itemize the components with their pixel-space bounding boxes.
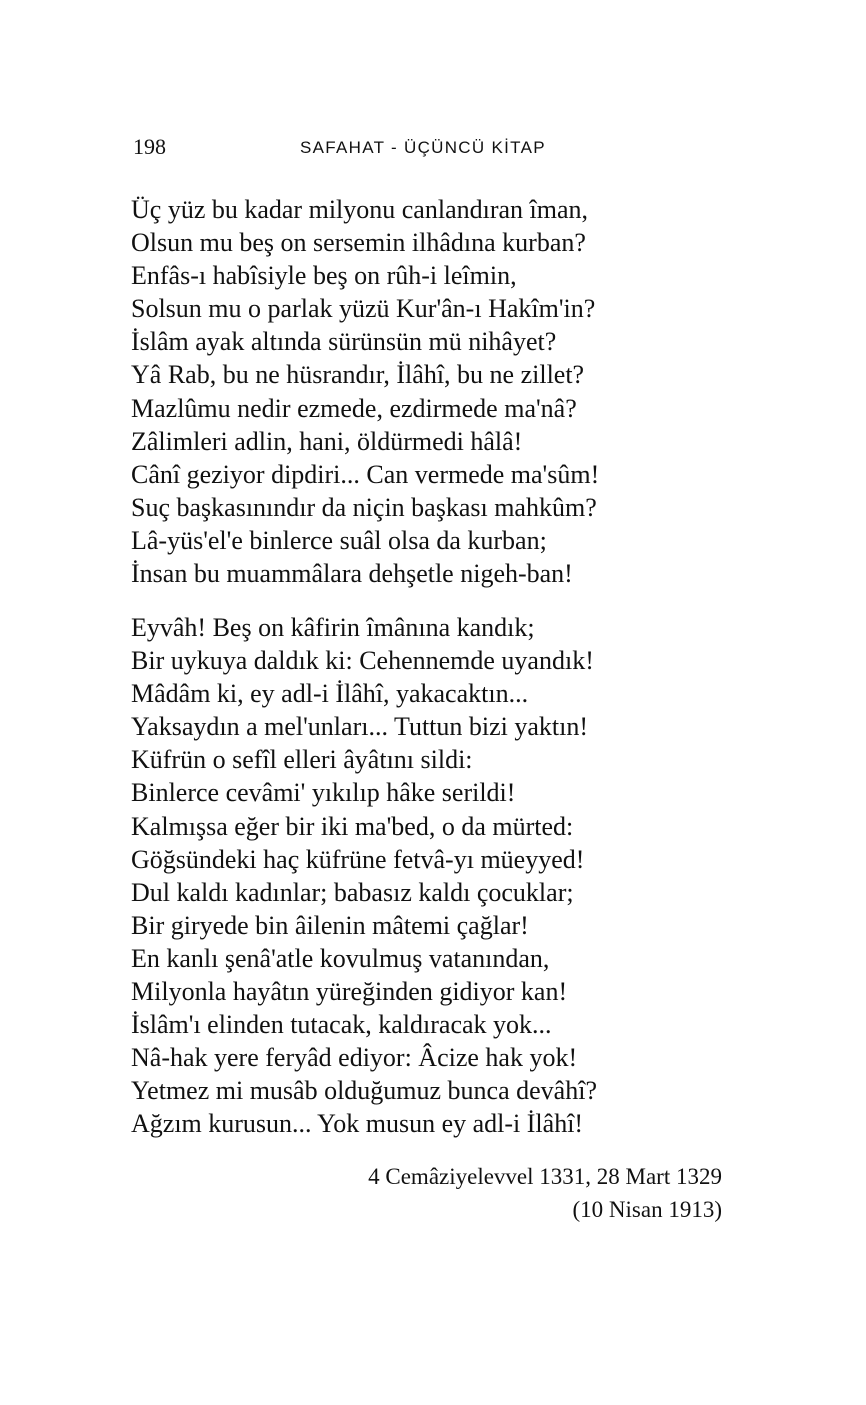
verse-line: Mazlûmu nedir ezmede, ezdirmede ma'nâ? bbox=[131, 393, 577, 423]
verse-line: Milyonla hayâtın yüreğinden gidiyor kan! bbox=[131, 977, 568, 1007]
verse-line: Bir giryede bin âilenin mâtemi çağlar! bbox=[131, 910, 529, 940]
verse-line: Cânî geziyor dipdiri... Can vermede ma'sûm! bbox=[131, 459, 600, 489]
verse-line: Yaksaydın a mel'unları... Tuttun bizi yaktın! bbox=[131, 712, 589, 742]
verse-line: Kalmışsa eğer bir iki ma'bed, o da mürted: bbox=[131, 811, 574, 841]
verse-line: Olsun mu beş on sersemin ilhâdına kurban? bbox=[131, 228, 586, 258]
verse-line: Nâ-hak yere feryâd ediyor: Âcize hak yok! bbox=[131, 1043, 578, 1073]
stanza-2 bbox=[131, 611, 751, 1141]
page-number: 198 bbox=[133, 134, 166, 159]
verse-line: Küfrün o sefîl elleri âyâtını sildi: bbox=[131, 745, 473, 775]
dateline-gregorian: (10 Nisan 1913) bbox=[572, 1197, 722, 1222]
dateline-hijri-rumi: 4 Cemâziyelevvel 1331, 28 Mart 1329 bbox=[368, 1164, 722, 1189]
verse-line: Bir uykuya daldık ki: Cehennemde uyandık! bbox=[131, 646, 594, 676]
verse-line: Enfâs-ı habîsiyle beş on rûh-i leîmin, bbox=[131, 261, 517, 291]
dateline bbox=[368, 1160, 722, 1226]
verse-line: Yetmez mi musâb olduğumuz bunca devâhî? bbox=[131, 1076, 597, 1106]
verse-line: Solsun mu o parlak yüzü Kur'ân-ı Hakîm'in? bbox=[131, 294, 596, 324]
verse-line: Zâlimleri adlin, hani, öldürmedi hâlâ! bbox=[131, 426, 523, 456]
verse-line: İslâm ayak altında sürünsün mü nihâyet? bbox=[131, 327, 557, 357]
running-header: SAFAHAT - ÜÇÜNCÜ KİTAP bbox=[300, 138, 546, 157]
verse-line: Suç başkasınındır da niçin başkası mahkûm? bbox=[131, 492, 597, 522]
verse-line: Göğsündeki haç küfrüne fetvâ-yı müeyyed! bbox=[131, 844, 585, 874]
verse-line: Ağzım kurusun... Yok musun ey adl-i İlâhî! bbox=[131, 1109, 584, 1139]
verse-line: Yâ Rab, bu ne hüsrandır, İlâhî, bu ne zillet? bbox=[131, 360, 585, 390]
verse-line: Lâ-yüs'el'e binlerce suâl olsa da kurban; bbox=[131, 525, 547, 555]
verse-line: En kanlı şenâ'atle kovulmuş vatanından, bbox=[131, 943, 550, 973]
verse-line: Binlerce cevâmi' yıkılıp hâke serildi! bbox=[131, 778, 516, 808]
verse-line: İnsan bu muammâlara dehşetle nigeh-ban! bbox=[131, 559, 573, 589]
verse-line: Dul kaldı kadınlar; babasız kaldı çocuklar; bbox=[131, 877, 574, 907]
verse-line: Üç yüz bu kadar milyonu canlandıran îman, bbox=[131, 195, 589, 224]
stanza-1 bbox=[131, 193, 751, 590]
verse-line: Eyvâh! Beş on kâfirin îmânına kandık; bbox=[131, 613, 535, 642]
verse-line: İslâm'ı elinden tutacak, kaldıracak yok... bbox=[131, 1010, 552, 1040]
verse-line: Mâdâm ki, ey adl-i İlâhî, yakacaktın... bbox=[131, 679, 529, 709]
